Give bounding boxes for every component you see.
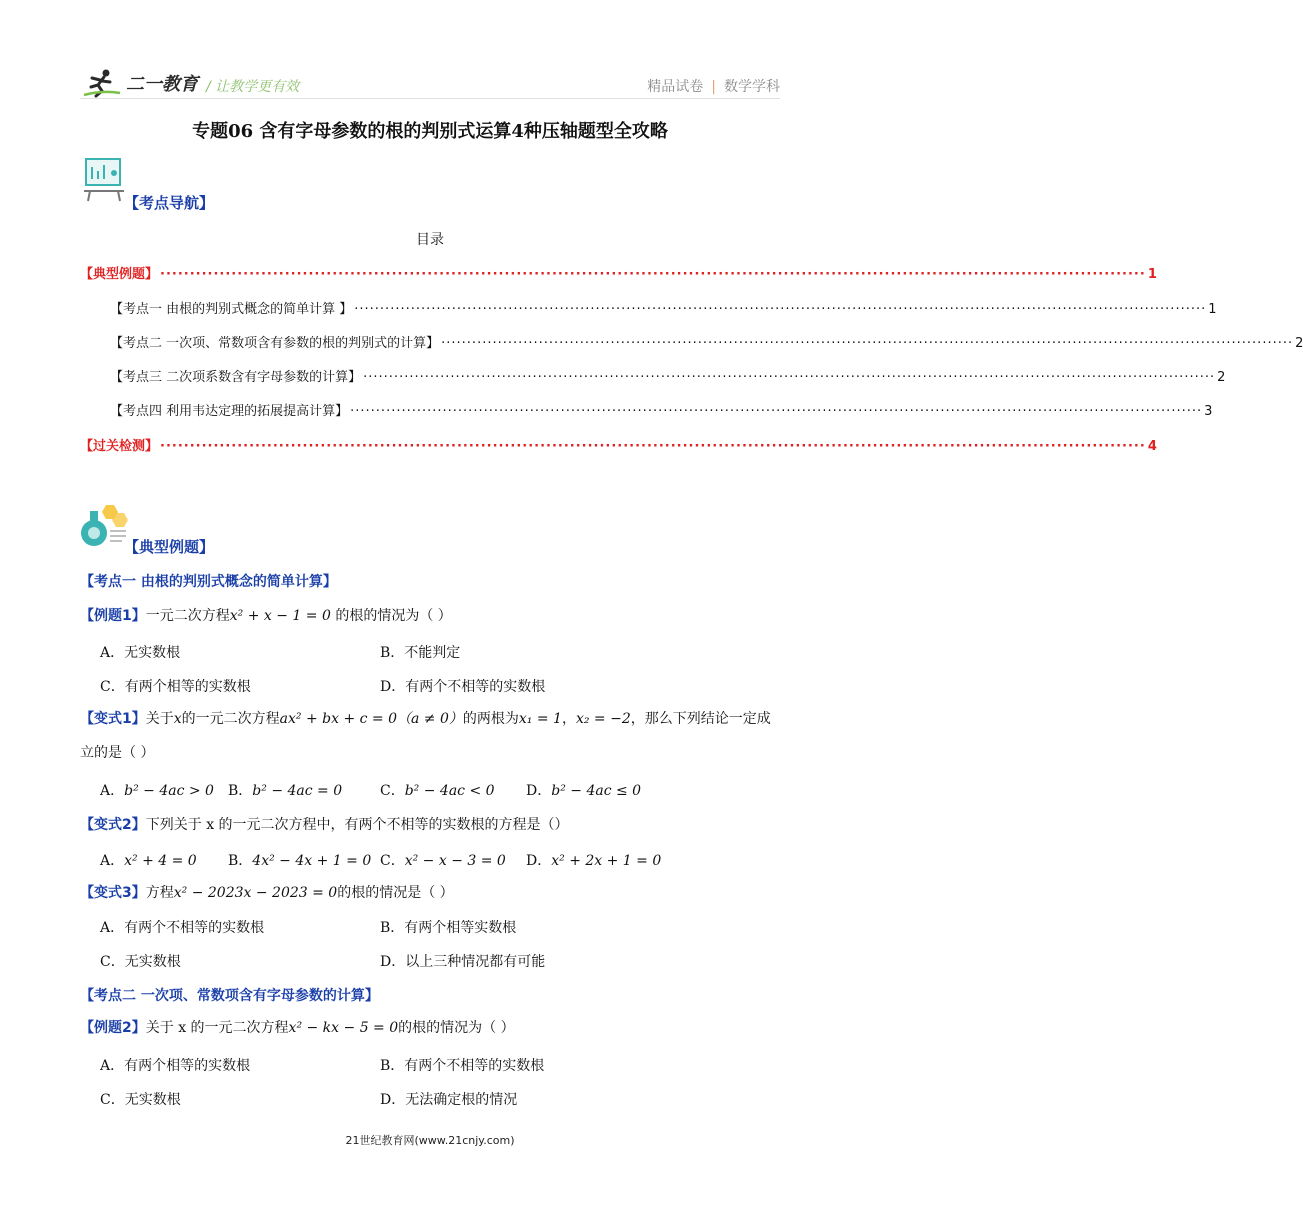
toc-row-test[interactable]: [80, 435, 1157, 454]
option-d[interactable]: D．无法确定根的情况: [380, 1092, 518, 1108]
toc-page: 1: [1208, 302, 1217, 317]
question-tag: 【变式1】: [80, 711, 146, 727]
toc-row-kp4[interactable]: [80, 400, 1213, 419]
toc-page: 2: [1295, 336, 1303, 351]
option-equation: b² − 4ac ≤ 0: [551, 783, 642, 799]
root-2: x₂ = −2: [575, 711, 631, 727]
question-text: 一元二次方程: [145, 608, 230, 624]
toc-leader: ······································································································································································: [441, 336, 1294, 351]
toc-leader: ······································································································································································: [354, 302, 1207, 317]
question-text: 的两根为: [462, 711, 519, 727]
option-b[interactable]: B．不能判定: [380, 645, 461, 661]
option-c[interactable]: C．b² − 4ac < 0: [380, 783, 495, 799]
toc-label: 【考点二 一次项、常数项含有参数的根的判别式的计算】: [110, 336, 440, 351]
equation: x² − 2023x − 2023 = 0: [173, 885, 338, 901]
toc-page: 3: [1204, 404, 1213, 419]
question-text: 下列关于 x 的一元二次方程中，有两个不相等的实数根的方程是（）: [145, 817, 569, 833]
root-1: x₁ = 1: [518, 711, 562, 727]
flask-icon: [80, 503, 128, 553]
option-d[interactable]: D．有两个不相等的实数根: [380, 679, 546, 695]
question-text: 的根的情况为（ ）: [330, 608, 452, 624]
equation: x² − kx − 5 = 0: [288, 1020, 399, 1036]
option-d[interactable]: D．x² + 2x + 1 = 0: [526, 853, 662, 869]
toc-page: 1: [1147, 267, 1157, 282]
example-2-question: [80, 1013, 780, 1043]
question-tag: 【变式3】: [80, 885, 146, 901]
header-divider: [80, 98, 780, 99]
variant-1-question-cont: 立的是（ ）: [80, 745, 155, 761]
toc-leader: ······································································································································································: [160, 267, 1146, 282]
page-title: 专题06 含有字母参数的根的判别式运算4种压轴题型全攻略: [192, 121, 668, 142]
header-subject: [647, 76, 780, 96]
toc-row-examples[interactable]: [80, 263, 1157, 282]
question-tag: 【例题2】: [80, 1020, 146, 1036]
option-equation: b² − 4ac > 0: [124, 783, 214, 799]
question-tag: 【例题1】: [80, 608, 146, 624]
page-footer[interactable]: 21世纪教育网(www.21cnjy.com): [345, 1134, 515, 1147]
toc-label: 【考点四 利用韦达定理的拓展提高计算】: [110, 404, 349, 419]
variant-1-question: 【变式1】关于x的一元二次方程ax² + bx + c = 0（a ≠ 0）的两根为x₁ = 1，x₂ = −2，那么下列结论一定成: [80, 711, 771, 727]
option-b[interactable]: B．4x² − 4x + 1 = 0: [228, 853, 372, 869]
toc-label: 【典型例题】: [80, 267, 159, 282]
question-text: 的一元二次方程: [181, 711, 280, 727]
question-text: 关于 x 的一元二次方程: [145, 1020, 289, 1036]
teacher-board-icon: [80, 155, 128, 207]
nav-heading: 【考点导航】: [124, 194, 215, 212]
option-equation: b² − 4ac = 0: [252, 783, 343, 799]
option-b[interactable]: B．有两个不相等的实数根: [380, 1058, 545, 1074]
option-a[interactable]: A．有两个相等的实数根: [100, 1058, 251, 1074]
header-label-subject: 数学学科: [724, 79, 780, 95]
option-equation: x² + 4 = 0: [124, 853, 197, 869]
toc-label: 【考点一 由根的判别式概念的简单计算 】: [110, 302, 353, 317]
option-a[interactable]: A．b² − 4ac > 0: [100, 783, 214, 799]
toc-page: 4: [1147, 439, 1157, 454]
question-text: 的根的情况是（ ）: [337, 885, 454, 901]
toc-leader: ······································································································································································: [160, 439, 1146, 454]
question-text: 的根的情况为（ ）: [398, 1020, 515, 1036]
option-d[interactable]: D．b² − 4ac ≤ 0: [526, 783, 642, 799]
examples-heading: 【典型例题】: [124, 538, 215, 556]
header-separator: |: [711, 79, 716, 95]
toc-label: 【过关检测】: [80, 439, 159, 454]
header-slogan: / 让教学更有效: [206, 79, 300, 95]
toc-title: 目录: [416, 232, 444, 248]
header-label-premium: 精品试卷: [647, 79, 704, 95]
question-text: ，那么下列结论一定成: [630, 711, 771, 727]
option-b[interactable]: B．有两个相等实数根: [380, 920, 517, 936]
condition: （a ≠ 0）: [397, 711, 463, 727]
kp2-heading: 【考点二 一次项、常数项含有字母参数的计算】: [80, 988, 379, 1004]
question-text: 方程: [145, 885, 174, 901]
option-c[interactable]: C．无实数根: [100, 1092, 181, 1108]
toc-leader: ······································································································································································: [350, 404, 1203, 419]
toc-row-kp1[interactable]: [80, 298, 1217, 317]
option-b[interactable]: B．b² − 4ac = 0: [228, 783, 343, 799]
logo-text: 二一教育: [126, 74, 198, 95]
toc-row-kp3[interactable]: [80, 366, 1226, 385]
option-equation: b² − 4ac < 0: [404, 783, 495, 799]
equation: ax² + bx + c = 0: [279, 711, 398, 727]
option-c[interactable]: C．有两个相等的实数根: [100, 679, 251, 695]
option-c[interactable]: C．无实数根: [100, 954, 181, 970]
option-d[interactable]: D．以上三种情况都有可能: [380, 954, 546, 970]
option-equation: 4x² − 4x + 1 = 0: [252, 853, 372, 869]
option-equation: x² − x − 3 = 0: [404, 853, 506, 869]
toc-label: 【考点三 二次项系数含有字母参数的计算】: [110, 370, 362, 385]
option-a[interactable]: A．无实数根: [100, 645, 181, 661]
option-c[interactable]: C．x² − x − 3 = 0: [380, 853, 506, 869]
variable: x: [173, 711, 182, 727]
option-a[interactable]: A．x² + 4 = 0: [100, 853, 197, 869]
variant-3-question: [80, 878, 780, 908]
toc-page: 2: [1217, 370, 1226, 385]
equation: x² + x − 1 = 0: [229, 608, 331, 624]
variant-2-question: [80, 810, 780, 840]
question-tag: 【变式2】: [80, 817, 146, 833]
example-1-question: [80, 601, 780, 631]
runner-logo-icon: [82, 68, 122, 98]
toc-row-kp2[interactable]: [80, 332, 1303, 351]
option-equation: x² + 2x + 1 = 0: [551, 853, 662, 869]
kp1-heading: 【考点一 由根的判别式概念的简单计算】: [80, 574, 337, 590]
brand-logo: [82, 68, 198, 98]
question-text: 关于: [145, 711, 174, 727]
option-a[interactable]: A．有两个不相等的实数根: [100, 920, 265, 936]
toc-leader: ······································································································································································: [363, 370, 1216, 385]
